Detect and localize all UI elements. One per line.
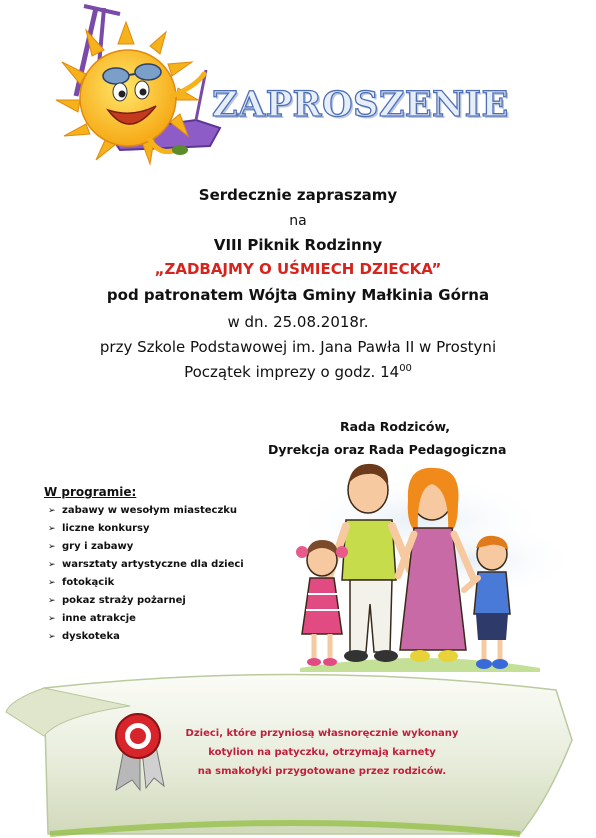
program-item-label: liczne konkursy [62,523,150,534]
page-title: ZAPROSZENIE [212,84,509,125]
preposition-line: na [289,213,307,229]
program-item-label: pokaz straży pożarnej [62,595,186,606]
program-item-label: zabawy w wesołym miasteczku [62,505,238,516]
event-start-time [0,363,596,381]
program-item-label: warsztaty artystyczne dla dzieci [62,559,244,570]
list-item [48,556,244,574]
sun-on-swing-icon [56,6,220,164]
program-list [48,502,244,646]
note-line-2: kotylion na patyczku, otrzymają karnety [208,747,436,758]
list-item [48,592,244,610]
program-title: W programie: [44,485,137,499]
list-item [48,574,244,592]
bullet-arrow-icon: ➢ [48,632,56,642]
list-item [48,610,244,628]
start-time-minutes: 00 [399,363,412,374]
greeting-line: Serdecznie zapraszamy [198,186,398,204]
signature-parents: Rada Rodziców, [340,419,451,434]
list-item [48,502,244,520]
list-item [48,628,244,646]
event-date: w dn. 25.08.2018r. [227,313,369,331]
patronage-line: pod patronatem Wójta Gminy Małkinia Górna [106,286,490,304]
bullet-arrow-icon: ➢ [48,524,56,534]
program-item-label: inne atrakcje [62,613,136,624]
event-slogan: „ZADBAJMY O UŚMIECH DZIECKA” [154,260,442,278]
event-location: przy Szkole Podstawowej im. Jana Pawła II w Prostyni [99,338,497,356]
bullet-arrow-icon: ➢ [48,578,56,588]
bullet-arrow-icon: ➢ [48,596,56,606]
bullet-arrow-icon: ➢ [48,542,56,552]
note-line-3: na smakołyki przygotowane przez rodziców. [197,766,447,777]
bullet-arrow-icon: ➢ [48,560,56,570]
event-name: VIII Piknik Rodzinny [213,236,383,254]
bullet-arrow-icon: ➢ [48,506,56,516]
program-item-label: dyskoteka [62,631,120,642]
list-item [48,520,244,538]
note-line-1: Dzieci, które przyniosą własnoręcznie wykonany [185,728,459,739]
program-item-label: fotokącik [62,577,115,588]
signature-school: Dyrekcja oraz Rada Pedagogiczna [268,442,507,457]
bullet-arrow-icon: ➢ [48,614,56,624]
program-item-label: gry i zabawy [62,541,134,552]
list-item [48,538,244,556]
start-time-text: Początek imprezy o godz. 14 [184,363,400,381]
